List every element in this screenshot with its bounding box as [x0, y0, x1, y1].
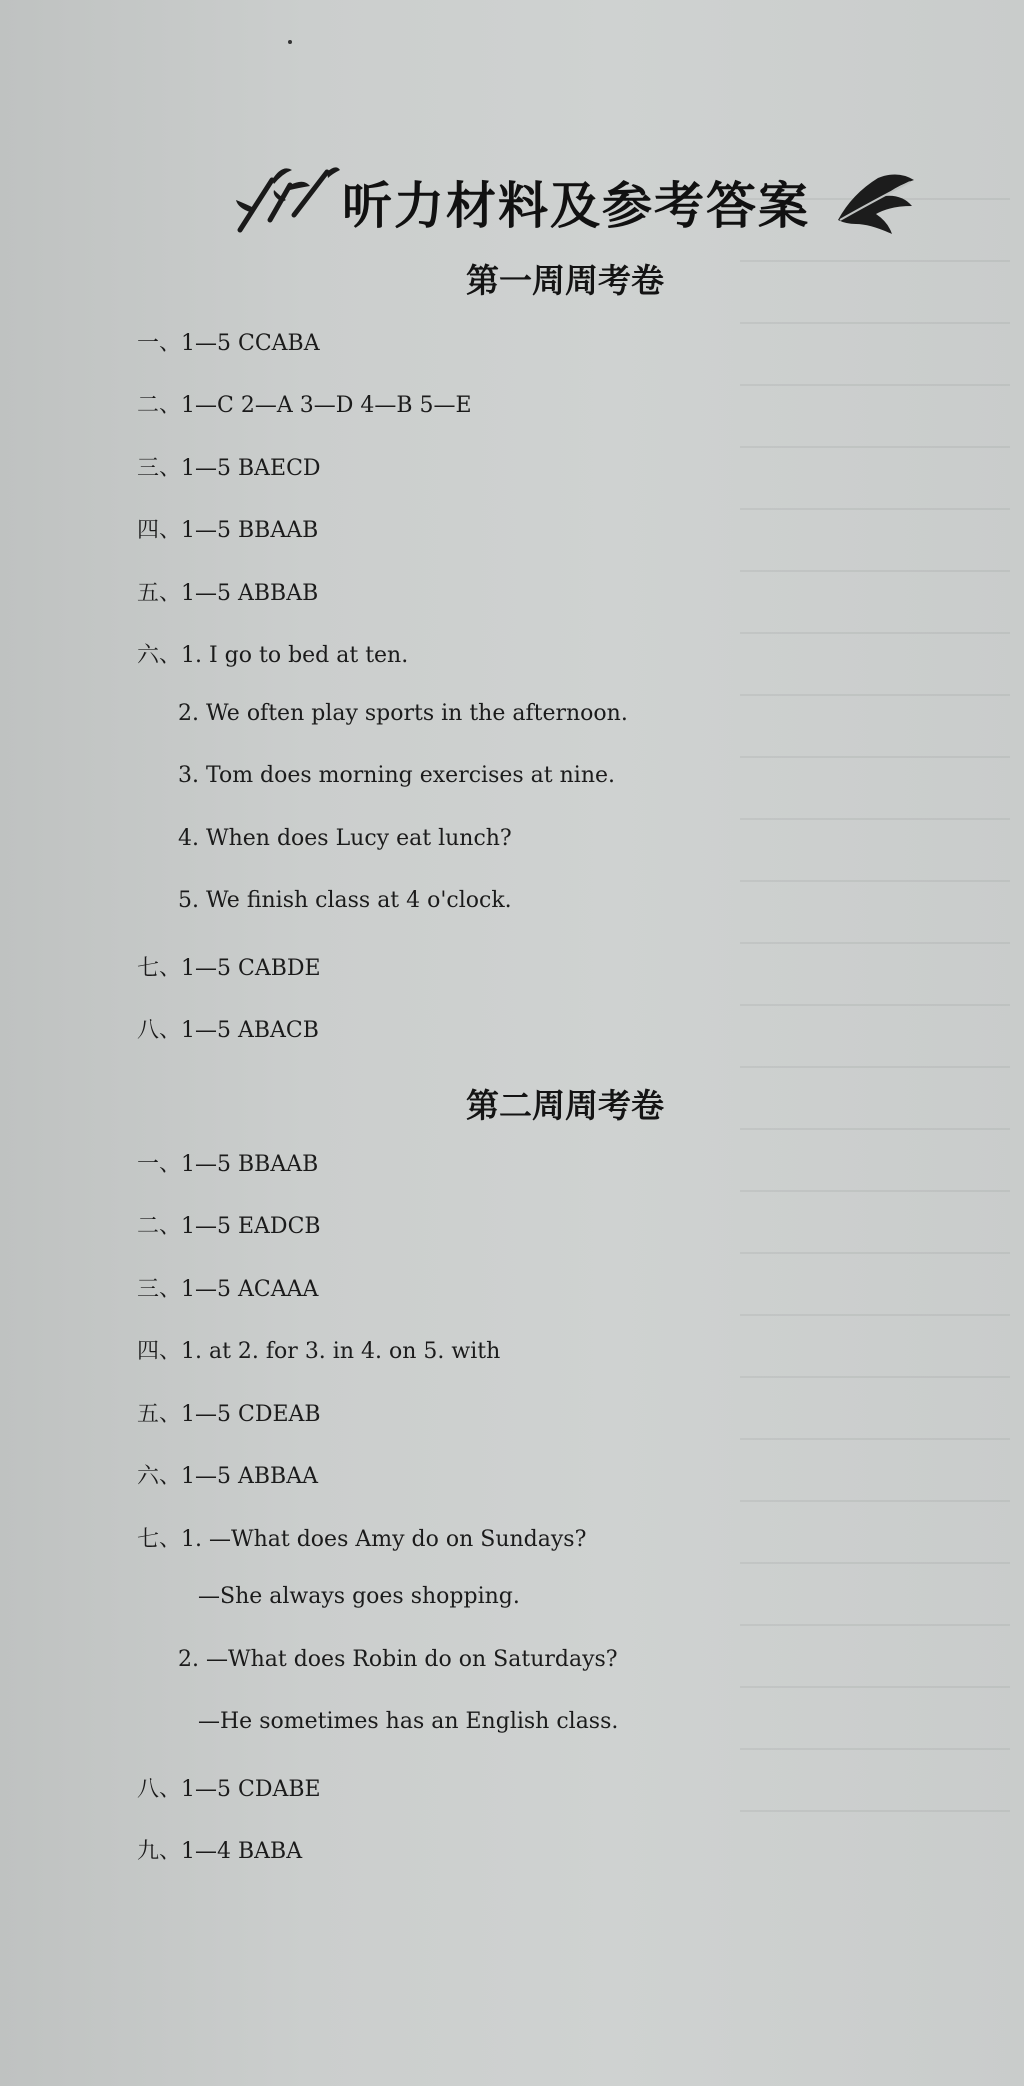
answer-line: 七、1—5 CABDE — [137, 956, 321, 981]
leaf-decoration-icon — [832, 168, 922, 238]
section-title-week1: 第一周周考卷 — [466, 261, 664, 300]
answer-line: 六、1—5 ABBAA — [137, 1464, 318, 1489]
section-title-week2: 第二周周考卷 — [466, 1086, 664, 1125]
answer-line: 3. Tom does morning exercises at nine. — [178, 763, 616, 788]
answer-line: 一、1—5 BBAAB — [137, 1152, 319, 1177]
answer-line: 七、1. —What does Amy do on Sundays? — [137, 1527, 587, 1552]
answer-line: 4. When does Lucy eat lunch? — [178, 826, 512, 851]
answer-line: 三、1—5 ACAAA — [137, 1277, 319, 1302]
answer-line: 五、1—5 CDEAB — [137, 1402, 321, 1427]
answer-line: 一、1—5 CCABA — [137, 331, 320, 356]
answer-line: 八、1—5 ABACB — [137, 1018, 319, 1043]
answer-line: 二、1—5 EADCB — [137, 1214, 321, 1239]
answer-line: 九、1—4 BABA — [137, 1839, 303, 1864]
answer-line: —He sometimes has an English class. — [198, 1709, 619, 1734]
answer-line: 五、1—5 ABBAB — [137, 581, 319, 606]
answer-line: 四、1—5 BBAAB — [137, 518, 319, 543]
answer-line: 四、1. at 2. for 3. in 4. on 5. with — [137, 1339, 501, 1364]
answer-line: 5. We finish class at 4 o'clock. — [178, 888, 512, 913]
answer-line: 六、1. I go to bed at ten. — [137, 643, 409, 668]
answer-line: 二、1—C 2—A 3—D 4—B 5—E — [137, 393, 472, 418]
page-title: 听力材料及参考答案 — [342, 176, 810, 235]
bleed-through-text — [740, 150, 1010, 1850]
speck — [288, 40, 292, 44]
page-header — [232, 160, 922, 240]
bamboo-decoration-icon — [232, 160, 342, 240]
answer-line: 2. —What does Robin do on Saturdays? — [178, 1647, 618, 1672]
answer-line: 三、1—5 BAECD — [137, 456, 321, 481]
answer-line: 2. We often play sports in the afternoon. — [178, 701, 628, 726]
answer-line: 八、1—5 CDABE — [137, 1777, 321, 1802]
answer-line: —She always goes shopping. — [198, 1584, 520, 1609]
